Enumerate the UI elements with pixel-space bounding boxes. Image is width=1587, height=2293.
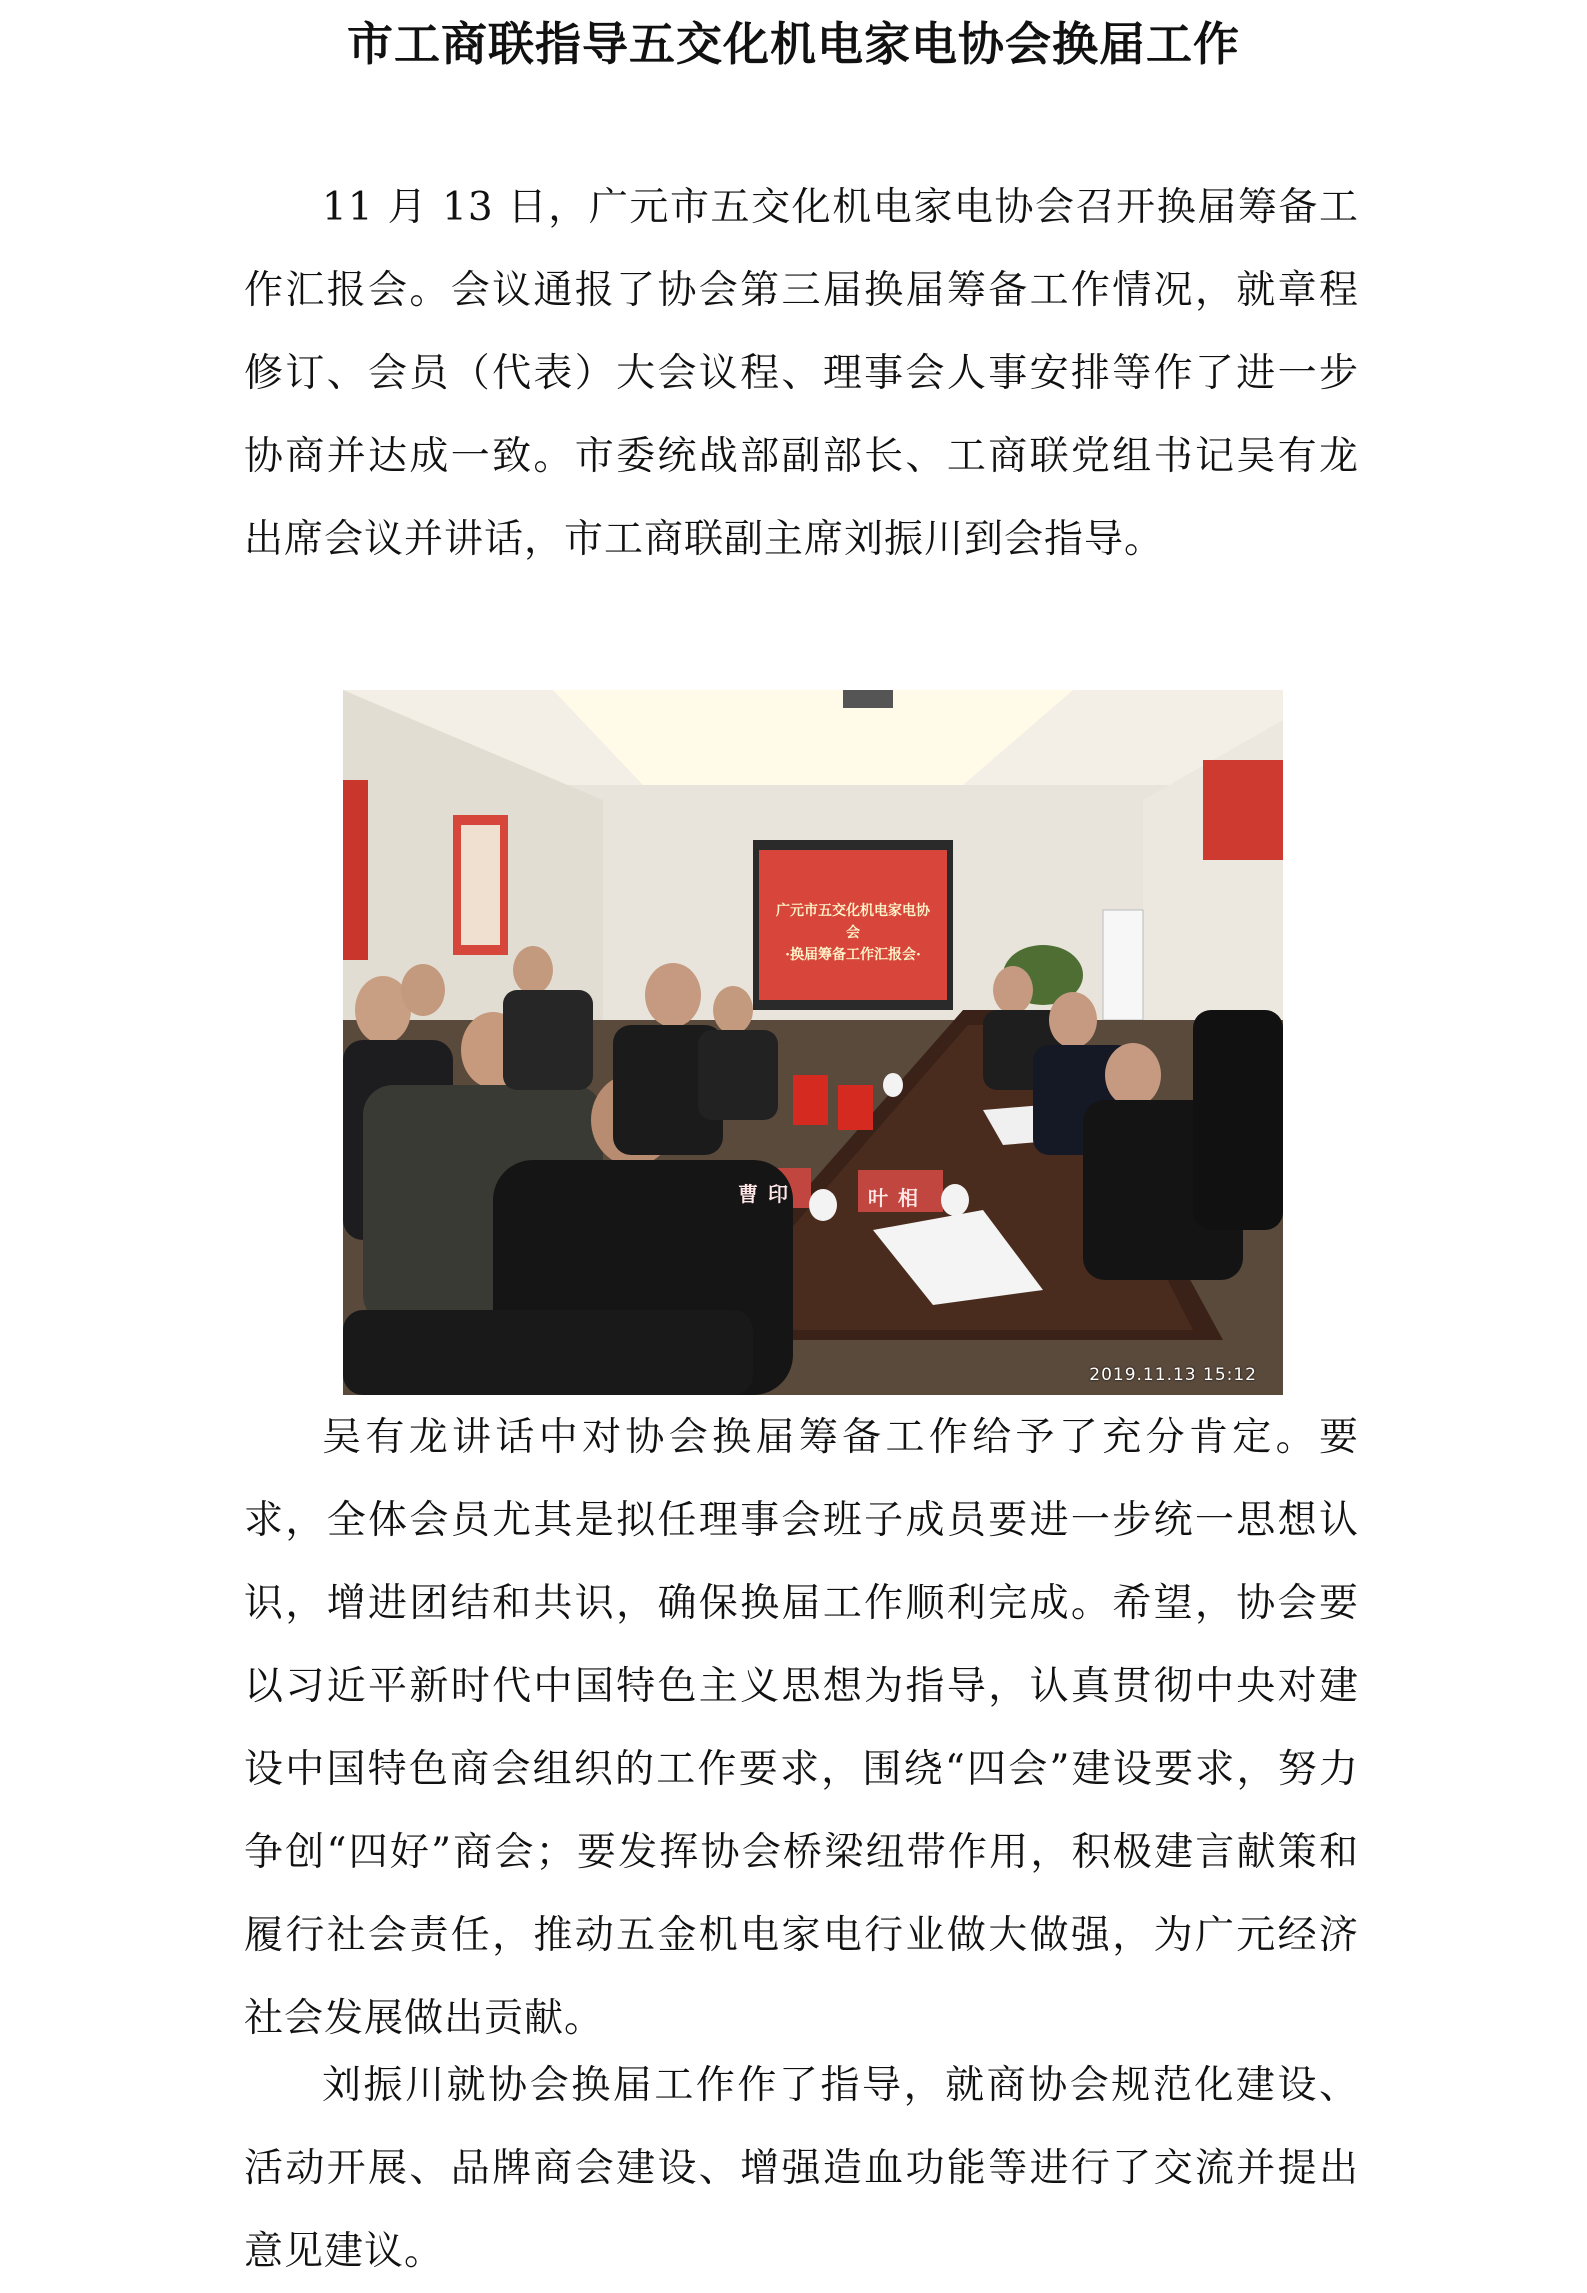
nameplate-left: 曹印: [738, 1182, 798, 1206]
photo-timestamp: 2019.11.13 15:12: [1089, 1365, 1257, 1385]
paragraph-2: 吴有龙讲话中对协会换届筹备工作给予了充分肯定。要求，全体会员尤其是拟任理事会班子成员要进一步统一思想认识，增进团结和共识，确保换届工作顺利完成。希望，协会要以习近平新时代中国特色主义思想为指导，认真贯彻中央对建设中国特色商会组织的工作要求，围绕“四会”建设要求，努力争创“四好”商会；要发挥协会桥梁纽带作用，积极建言献策和履行社会责任，推动五金机电家电行业做大做强，为广元经济社会发展做出贡献。: [244, 1415, 1359, 2041]
screen-line-2: ·换届筹备工作汇报会·: [785, 947, 921, 963]
paragraph-1: 11 月 13 日，广元市五交化机电家电协会召开换届筹备工作汇报会。会议通报了协会第三届换届筹备工作情况，就章程修订、会员（代表）大会议程、理事会人事安排等作了进一步协商并达成一致。市委统战部副部长、工商联党组书记吴有龙出席会议并讲话，市工商联副主席刘振川到会指导。: [244, 185, 1359, 562]
paragraph-3: 刘振川就协会换届工作作了指导，就商协会规范化建设、活动开展、品牌商会建设、增强造血功能等进行了交流并提出意见建议。: [244, 2063, 1359, 2274]
article-title: 市工商联指导五交化机电家电协会换届工作: [347, 17, 1240, 71]
nameplate-right: 叶相: [868, 1186, 928, 1210]
projection-screen-text: [773, 900, 933, 966]
meeting-scene-illustration: [343, 690, 1283, 1395]
screen-line-1: 广元市五交化机电家电协会: [776, 903, 930, 941]
meeting-photo: [343, 690, 1283, 1395]
